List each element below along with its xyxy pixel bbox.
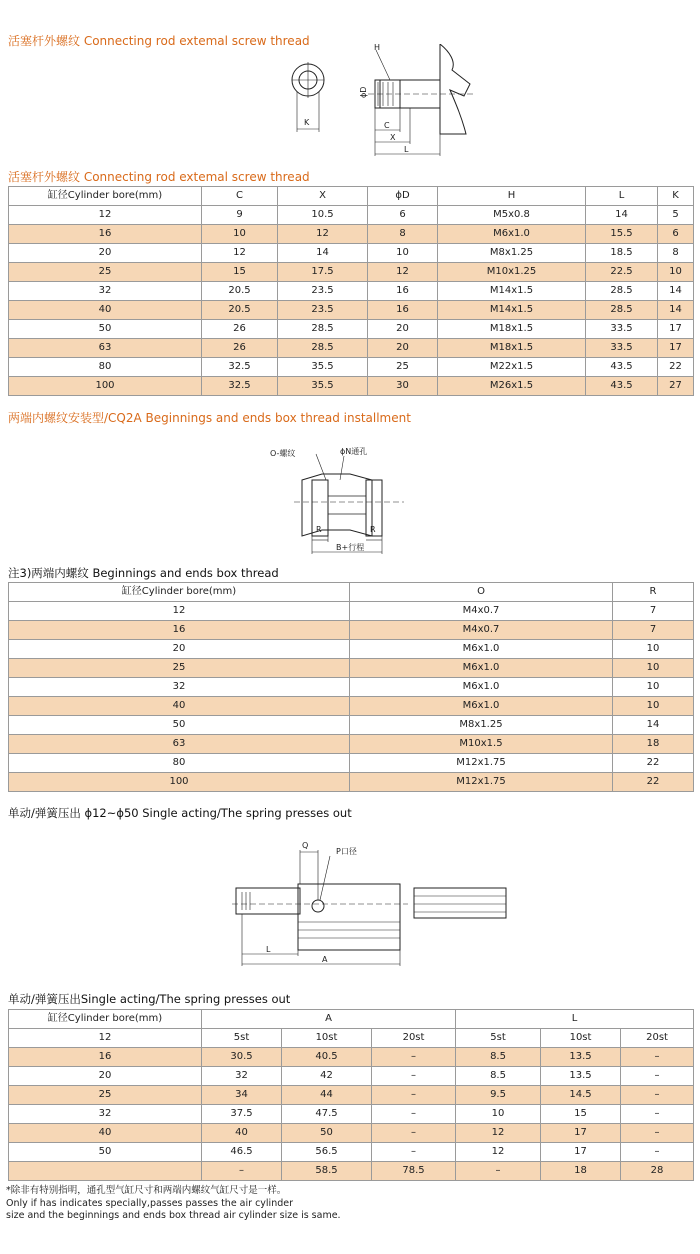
table-cell: 32 bbox=[9, 678, 350, 697]
rod-thread-diagram bbox=[280, 44, 480, 160]
table-cell: 17 bbox=[541, 1124, 621, 1143]
table-cell: 12 bbox=[202, 244, 278, 263]
table-cell: 16 bbox=[9, 225, 202, 244]
section-title-rod-thread: 活塞杆外螺纹 Connecting rod extemal screw thread bbox=[8, 34, 310, 48]
table-row bbox=[9, 735, 694, 754]
table-cell: 8 bbox=[658, 244, 694, 263]
table-cell: M22x1.5 bbox=[438, 358, 586, 377]
table-cell: 14 bbox=[278, 244, 368, 263]
stroke-header: 10st bbox=[541, 1029, 621, 1048]
table-cell: 26 bbox=[202, 339, 278, 358]
table-cell: 43.5 bbox=[586, 377, 658, 396]
table-cell: 6 bbox=[368, 206, 438, 225]
table-cell: M6x1.0 bbox=[350, 640, 613, 659]
table-row bbox=[9, 640, 694, 659]
section-title-box-thread: 两端内螺纹安装型/CQ2A Beginnings and ends box thread installment bbox=[8, 411, 411, 425]
table-cell: 10 bbox=[658, 263, 694, 282]
header-bore: 缸径Cylinder bore(mm) bbox=[9, 1010, 202, 1029]
table-cell: – bbox=[372, 1124, 456, 1143]
table-cell: M18x1.5 bbox=[438, 339, 586, 358]
table-cell: 25 bbox=[368, 358, 438, 377]
footnote-en-1: Only if has indicates specially,passes passes the air cylinder bbox=[6, 1197, 293, 1209]
table-cell: 15 bbox=[541, 1105, 621, 1124]
label-l: L bbox=[266, 945, 271, 954]
table-cell: 34 bbox=[202, 1086, 282, 1105]
table-cell: 20 bbox=[9, 244, 202, 263]
table-cell: 20 bbox=[9, 640, 350, 659]
table-cell: 12 bbox=[9, 206, 202, 225]
table-row bbox=[9, 1067, 694, 1086]
table-cell: 33.5 bbox=[586, 320, 658, 339]
table-cell: 32.5 bbox=[202, 377, 278, 396]
table-cell: M8x1.25 bbox=[350, 716, 613, 735]
table-cell: 18.5 bbox=[586, 244, 658, 263]
table-cell: 40 bbox=[9, 301, 202, 320]
rod-side-view bbox=[359, 44, 476, 156]
table-cell: 16 bbox=[9, 1048, 202, 1067]
column-header: ϕD bbox=[368, 187, 438, 206]
table-cell: M12x1.75 bbox=[350, 754, 613, 773]
table-cell: 14.5 bbox=[541, 1086, 621, 1105]
column-header: L bbox=[586, 187, 658, 206]
table-cell: M6x1.0 bbox=[350, 678, 613, 697]
table-cell: 32.5 bbox=[202, 358, 278, 377]
table-cell: 30 bbox=[368, 377, 438, 396]
table-cell: 8 bbox=[368, 225, 438, 244]
table-cell: 15 bbox=[202, 263, 278, 282]
table-cell: 15.5 bbox=[586, 225, 658, 244]
rod-end-view bbox=[292, 62, 324, 132]
table-cell: M6x1.0 bbox=[350, 697, 613, 716]
table-cell: 58.5 bbox=[282, 1162, 372, 1181]
table-cell: 20 bbox=[368, 320, 438, 339]
table-cell: 10 bbox=[202, 225, 278, 244]
table-cell: 40 bbox=[202, 1124, 282, 1143]
table-cell: 13.5 bbox=[541, 1067, 621, 1086]
label-b-stroke: B+行程 bbox=[336, 543, 365, 552]
table-cell: – bbox=[202, 1162, 282, 1181]
table-cell: 78.5 bbox=[372, 1162, 456, 1181]
table-row bbox=[9, 339, 694, 358]
table-row bbox=[9, 1086, 694, 1105]
table-cell: 7 bbox=[613, 602, 694, 621]
stroke-header: 5st bbox=[202, 1029, 282, 1048]
table3-title: 单动/弹簧压出Single acting/The spring presses out bbox=[8, 992, 291, 1006]
table-cell: M6x1.0 bbox=[438, 225, 586, 244]
table-cell: – bbox=[621, 1105, 694, 1124]
table-cell: 40.5 bbox=[282, 1048, 372, 1067]
column-header: 缸径Cylinder bore(mm) bbox=[9, 187, 202, 206]
table-cell: 43.5 bbox=[586, 358, 658, 377]
table-cell: 12 bbox=[368, 263, 438, 282]
table-row bbox=[9, 263, 694, 282]
table-cell: 30.5 bbox=[202, 1048, 282, 1067]
table-cell: 35.5 bbox=[278, 377, 368, 396]
table-cell: 40 bbox=[9, 1124, 202, 1143]
table-cell: 28 bbox=[621, 1162, 694, 1181]
table-cell: 28.5 bbox=[586, 282, 658, 301]
table-cell: 50 bbox=[282, 1124, 372, 1143]
table-row bbox=[9, 244, 694, 263]
table-row bbox=[9, 1048, 694, 1067]
table-cell: 42 bbox=[282, 1067, 372, 1086]
label-p-port: P口径 bbox=[336, 847, 357, 856]
table-cell: 18 bbox=[541, 1162, 621, 1181]
table-cell: 50 bbox=[9, 1143, 202, 1162]
table-cell: 50 bbox=[9, 320, 202, 339]
table-cell: 10 bbox=[613, 697, 694, 716]
table-cell: M4x0.7 bbox=[350, 602, 613, 621]
table-cell: 22 bbox=[613, 773, 694, 792]
table-cell: 18 bbox=[613, 735, 694, 754]
table-cell: 10 bbox=[368, 244, 438, 263]
table-cell: 25 bbox=[9, 263, 202, 282]
table-cell: M14x1.5 bbox=[438, 282, 586, 301]
table-cell: 32 bbox=[9, 1105, 202, 1124]
table-cell: 47.5 bbox=[282, 1105, 372, 1124]
table-cell: – bbox=[372, 1067, 456, 1086]
table-cell: 23.5 bbox=[278, 282, 368, 301]
column-header: C bbox=[202, 187, 278, 206]
table-cell: 9.5 bbox=[456, 1086, 541, 1105]
table-cell: M6x1.0 bbox=[350, 659, 613, 678]
table-cell: 12 bbox=[456, 1124, 541, 1143]
table-cell: 23.5 bbox=[278, 301, 368, 320]
table-cell: 44 bbox=[282, 1086, 372, 1105]
table-cell: 35.5 bbox=[278, 358, 368, 377]
table-cell: 28.5 bbox=[278, 320, 368, 339]
single-acting-table bbox=[8, 1009, 694, 1181]
table-cell: 46.5 bbox=[202, 1143, 282, 1162]
column-header: R bbox=[613, 583, 694, 602]
table-cell: 20.5 bbox=[202, 282, 278, 301]
table-cell: M8x1.25 bbox=[438, 244, 586, 263]
table-row bbox=[9, 1162, 694, 1181]
table-cell: 100 bbox=[9, 773, 350, 792]
table-cell: 22 bbox=[658, 358, 694, 377]
table-cell: M4x0.7 bbox=[350, 621, 613, 640]
table-cell: 17.5 bbox=[278, 263, 368, 282]
table-cell: 14 bbox=[658, 301, 694, 320]
table-row bbox=[9, 282, 694, 301]
table-cell: 16 bbox=[9, 621, 350, 640]
table-cell: 17 bbox=[658, 320, 694, 339]
table-cell: 6 bbox=[658, 225, 694, 244]
table-row bbox=[9, 206, 694, 225]
table-cell bbox=[9, 1162, 202, 1181]
label-l: L bbox=[404, 145, 409, 154]
table-cell: M18x1.5 bbox=[438, 320, 586, 339]
table-row bbox=[9, 659, 694, 678]
table2-title: 注3)两端内螺纹 Beginnings and ends box thread bbox=[8, 566, 279, 580]
table-cell: – bbox=[621, 1086, 694, 1105]
table-cell: 17 bbox=[541, 1143, 621, 1162]
stroke-header: 20st bbox=[372, 1029, 456, 1048]
table-cell: 56.5 bbox=[282, 1143, 372, 1162]
table-cell: 100 bbox=[9, 377, 202, 396]
table-cell: 10 bbox=[613, 678, 694, 697]
table-cell: 63 bbox=[9, 339, 202, 358]
table-cell: 17 bbox=[658, 339, 694, 358]
table-cell: 12 bbox=[278, 225, 368, 244]
box-thread-diagram bbox=[266, 440, 416, 562]
table-cell: 10 bbox=[456, 1105, 541, 1124]
table-cell: 22 bbox=[613, 754, 694, 773]
label-d: ϕD bbox=[359, 86, 368, 98]
table-cell: 10 bbox=[613, 659, 694, 678]
table-cell: 14 bbox=[658, 282, 694, 301]
table-cell: – bbox=[621, 1124, 694, 1143]
stroke-header: 5st bbox=[456, 1029, 541, 1048]
table-cell: M10x1.25 bbox=[438, 263, 586, 282]
table-cell: 16 bbox=[368, 282, 438, 301]
table-cell: 7 bbox=[613, 621, 694, 640]
table-cell: M5x0.8 bbox=[438, 206, 586, 225]
table-row bbox=[9, 320, 694, 339]
header-l: L bbox=[456, 1010, 694, 1029]
table-cell: 8.5 bbox=[456, 1067, 541, 1086]
table-cell: 8.5 bbox=[456, 1048, 541, 1067]
table-cell: 12 bbox=[9, 602, 350, 621]
table-cell: 32 bbox=[9, 282, 202, 301]
table-row bbox=[9, 697, 694, 716]
label-h: H bbox=[374, 44, 381, 52]
table-cell: 32 bbox=[202, 1067, 282, 1086]
table-cell: – bbox=[372, 1143, 456, 1162]
footnote-en-2: size and the beginnings and ends box thread air cylinder size is same. bbox=[6, 1210, 341, 1221]
table-row bbox=[9, 773, 694, 792]
table-cell: 12 bbox=[9, 1029, 202, 1048]
column-header: 缸径Cylinder bore(mm) bbox=[9, 583, 350, 602]
table-cell: 33.5 bbox=[586, 339, 658, 358]
table-cell: 20 bbox=[9, 1067, 202, 1086]
table1-title: 活塞杆外螺纹 Connecting rod extemal screw thread bbox=[8, 170, 310, 184]
table-cell: 20 bbox=[368, 339, 438, 358]
column-header: K bbox=[658, 187, 694, 206]
stroke-header: 10st bbox=[282, 1029, 372, 1048]
table-row bbox=[9, 678, 694, 697]
table-cell: 28.5 bbox=[278, 339, 368, 358]
table-row bbox=[9, 716, 694, 735]
table-cell: 80 bbox=[9, 358, 202, 377]
table-cell: – bbox=[372, 1105, 456, 1124]
table-cell: M14x1.5 bbox=[438, 301, 586, 320]
table-row bbox=[9, 301, 694, 320]
table-cell: 14 bbox=[613, 716, 694, 735]
table-cell: 40 bbox=[9, 697, 350, 716]
rod-thread-table bbox=[8, 186, 694, 396]
table-row bbox=[9, 754, 694, 773]
table-row bbox=[9, 1105, 694, 1124]
table-cell: 25 bbox=[9, 1086, 202, 1105]
footnote bbox=[6, 1185, 341, 1223]
table-cell: – bbox=[372, 1086, 456, 1105]
table-cell: 50 bbox=[9, 716, 350, 735]
table-row bbox=[9, 1143, 694, 1162]
label-c: C bbox=[384, 121, 390, 130]
label-n-hole: ϕN通孔 bbox=[340, 447, 368, 456]
table-cell: 37.5 bbox=[202, 1105, 282, 1124]
column-header: O bbox=[350, 583, 613, 602]
table-cell: 28.5 bbox=[586, 301, 658, 320]
table-cell: 80 bbox=[9, 754, 350, 773]
stroke-header: 20st bbox=[621, 1029, 694, 1048]
table-cell: 20.5 bbox=[202, 301, 278, 320]
table-cell: 25 bbox=[9, 659, 350, 678]
table-cell: 26 bbox=[202, 320, 278, 339]
label-r-left: R bbox=[316, 525, 322, 534]
table-cell: 13.5 bbox=[541, 1048, 621, 1067]
header-a: A bbox=[202, 1010, 456, 1029]
label-x: X bbox=[390, 133, 396, 142]
table-cell: 14 bbox=[586, 206, 658, 225]
table-row bbox=[9, 377, 694, 396]
table-row bbox=[9, 602, 694, 621]
table-cell: – bbox=[621, 1067, 694, 1086]
table-row bbox=[9, 621, 694, 640]
table-cell: – bbox=[621, 1143, 694, 1162]
table-cell: 9 bbox=[202, 206, 278, 225]
table-cell: – bbox=[372, 1048, 456, 1067]
table-cell: 5 bbox=[658, 206, 694, 225]
table-row bbox=[9, 225, 694, 244]
label-q: Q bbox=[302, 841, 309, 850]
box-thread-table bbox=[8, 582, 694, 792]
table-cell: 16 bbox=[368, 301, 438, 320]
table-cell: M10x1.5 bbox=[350, 735, 613, 754]
table-cell: 22.5 bbox=[586, 263, 658, 282]
column-header: H bbox=[438, 187, 586, 206]
table-row bbox=[9, 1124, 694, 1143]
label-r-right: R bbox=[370, 525, 376, 534]
label-k: K bbox=[304, 118, 310, 127]
table-cell: – bbox=[621, 1048, 694, 1067]
section-title-single-acting: 单动/弹簧压出 ϕ12~ϕ50 Single acting/The spring presses out bbox=[8, 806, 352, 820]
table-cell: M26x1.5 bbox=[438, 377, 586, 396]
table-cell: 27 bbox=[658, 377, 694, 396]
column-header: X bbox=[278, 187, 368, 206]
table-cell: 10.5 bbox=[278, 206, 368, 225]
table-cell: 63 bbox=[9, 735, 350, 754]
label-o-thread: O-螺纹 bbox=[270, 449, 296, 458]
table-cell: M12x1.75 bbox=[350, 773, 613, 792]
single-acting-diagram bbox=[232, 834, 522, 972]
table-cell: 12 bbox=[456, 1143, 541, 1162]
table-cell: – bbox=[456, 1162, 541, 1181]
table-cell: 10 bbox=[613, 640, 694, 659]
table-row bbox=[9, 358, 694, 377]
label-a: A bbox=[322, 955, 328, 964]
footnote-cn: *除非有特别指明，通孔型气缸尺寸和两端内螺纹气缸尺寸是一样。 bbox=[6, 1185, 287, 1196]
